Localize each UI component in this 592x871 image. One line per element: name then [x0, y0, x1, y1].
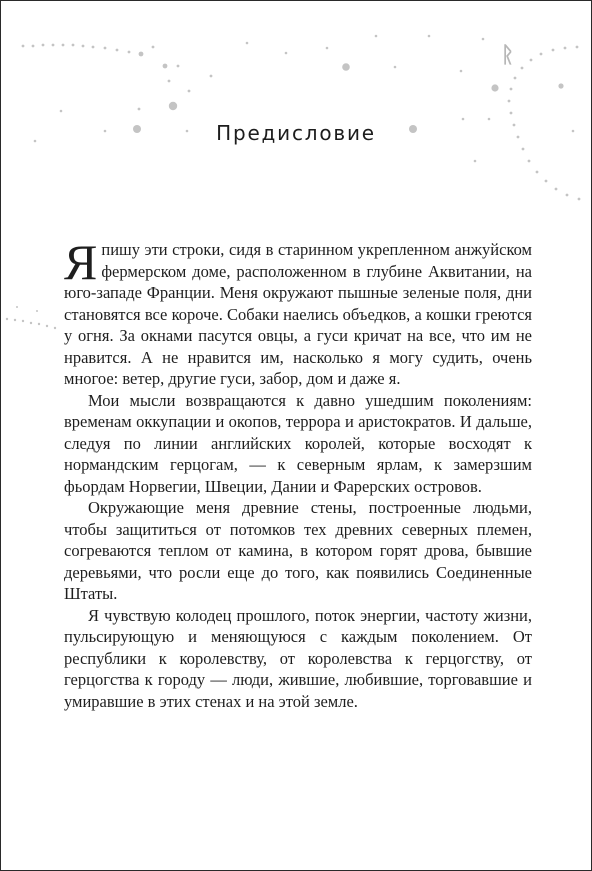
paragraph: Я чувствую колодец прошлого, поток энергии, частоту жизни, пульсирующую и меняющуюся с каждым поколением. От республики к королевству, от королевства к герцогству, от герцогства к городу — люди, жившие, любившие, торговавшие и умиравшие в этих стенах и на этой земле. — [64, 605, 532, 711]
rune-r-icon: ᚱ — [501, 43, 515, 68]
paragraph: Окружающие меня древние стены, построенные людьми, чтобы защититься от потомков тех древних северных племен, согреваются теплом от камина, в котором горят дрова, бывшие деревьями, что росли еще до того, как появились Соединенные Штаты. — [64, 498, 532, 603]
paragraph: Мои мысли возвращаются к давно ушедшим поколениям: временам оккупации и окопов, террора и аристократов. И дальше, следуя по линии английских королей, которые восходят к нормандским герцогам, — к северным ярлам, к замерзшим фьордам Норвегии, Швеции, Дании и Фарерских островов. — [64, 390, 532, 496]
paragraph — [64, 234, 532, 390]
preface-text — [64, 234, 532, 712]
chapter-title: Предисловие — [216, 121, 376, 145]
paragraph-text: пишу эти строки, сидя в старинном укрепленном анжуйском фермерском доме, расположенном в глубине Аквитании, на юго-западе Франции. Меня окружают пышные зеленые поля, дни становятся все короче. Собаки наелись объедков, а кошки греются у огня. За окнами пасутся овцы, а гуси кричат на все, что им не нравится. А не нравится им, насколько я могу судить, очень многое: ветер, другие гуси, забор, дом и даже я. — [64, 240, 532, 388]
drop-cap: Я — [64, 234, 98, 290]
